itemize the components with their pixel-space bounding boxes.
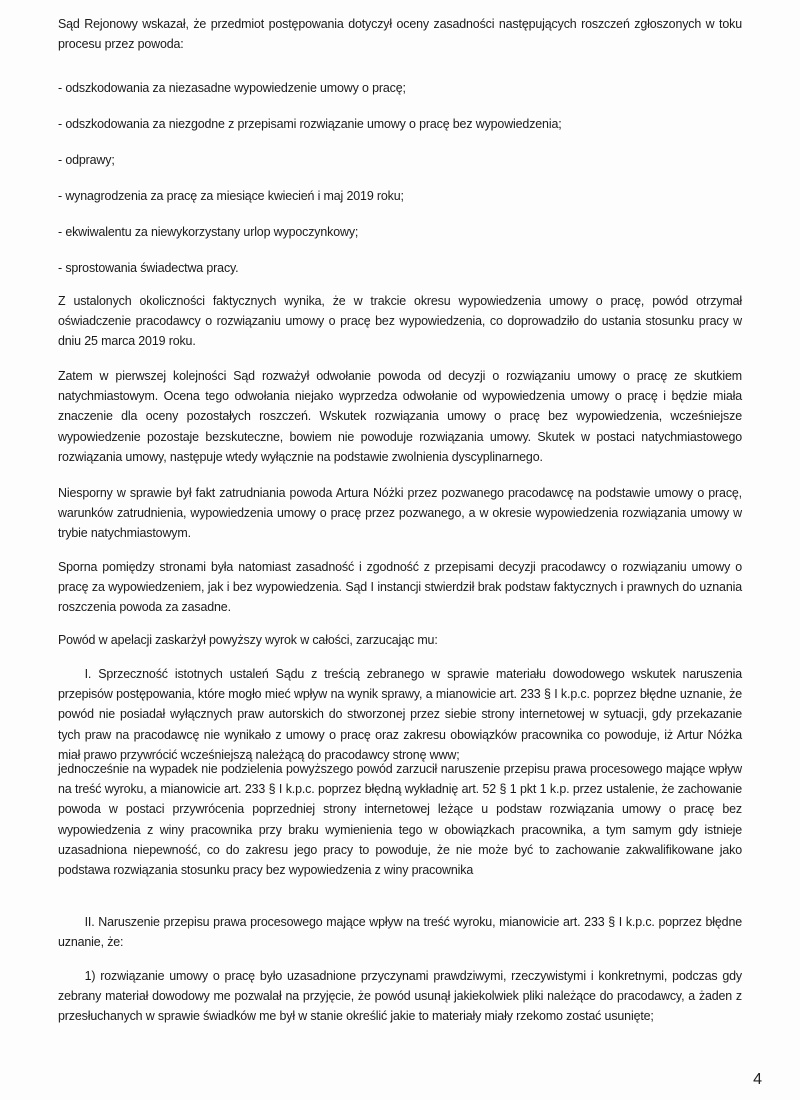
list-item-claim: - wynagrodzenia za pracę za miesiące kwiecień i maj 2019 roku;: [58, 188, 404, 203]
paragraph-charge-2: II. Naruszenie przepisu prawa procesowego mające wpływ na treść wyroku, mianowicie art. 233 § I k.p.c. poprzez błędne uznanie, że:: [58, 914, 743, 950]
paragraph-alternative-charge: jednocześnie na wypadek nie podzielenia powyższego powód zarzucił naruszenie przepisu prawa procesowego mające wpływ na treść wyroku, a mianowicie art. 233 § I k.p.c. poprzez błędną wykładnię art. 52 § 1 pkt 1 k.p. przez ustalenie, że zachowanie powoda w postaci przywrócenia poprzedniej strony internetowej leżące u podstaw rozwiązania umowy o pracę bez wypowiedzenia z winy pracownika przy braku wymienienia tego w obowiązkach pracownika, a tym samym gdy istnieje uzasadniona niepewność, co do zakresu jego pracy to powoduje, że nie może być to zachowanie zakwalifikowane jako podstawa rozwiązania stosunku pracy bez wypowiedzenia z winy pracownika: [58, 761, 742, 878]
paragraph-appeal-intro: Powód w apelacji zaskarżył powyższy wyrok w całości, zarzucając mu:: [58, 632, 438, 647]
paragraph-facts: Z ustalonych okoliczności faktycznych wynika, że w trakcie okresu wypowiedzenia umowy o pracę, powód otrzymał oświadczenie pracodawcy o rozwiązaniu umowy o pracę bez wypowiedzenia, co doprowadziło do ustania stosunku pracy w dniu 25 marca 2019 roku.: [58, 293, 742, 349]
list-item-claim: - odszkodowania za niezasadne wypowiedzenie umowy o pracę;: [58, 80, 406, 95]
paragraph-intro: Sąd Rejonowy wskazał, że przedmiot postępowania dotyczył oceny zasadności następujących roszczeń zgłoszonych w toku procesu przez powoda:: [58, 16, 742, 52]
list-item-claim: - ekwiwalentu za niewykorzystany urlop wypoczynkowy;: [58, 224, 359, 239]
page-number: 4: [753, 1071, 762, 1088]
paragraph-undisputed: Niesporny w sprawie był fakt zatrudniania powoda Artura Nóżki przez pozwanego pracodawcę na podstawie umowy o pracę, warunków zatrudnienia, wypowiedzenia umowy o pracę przez pozwanego, a w okresie wypowiedzenia rozwiązania umowy w trybie natychmiastowym.: [58, 485, 742, 541]
paragraph-point-1: 1) rozwiązanie umowy o pracę było uzasadnione przyczynami prawdziwymi, rzeczywistymi i konkretnymi, podczas gdy zebrany materiał dowodowy me pozwalał na przyjęcie, że powód usunął jakiekolwiek pliki należące do pracodawcy, a żaden z przesłuchanych w sprawie świadków me był w stanie określić jakie to materiały miały rzekomo zostać usunięte;: [58, 968, 743, 1024]
list-item-claim: - odprawy;: [58, 152, 115, 167]
list-item-claim: - sprostowania świadectwa pracy.: [58, 260, 239, 275]
paragraph-disputed: Sporna pomiędzy stronami była natomiast zasadność i zgodność z przepisami decyzji pracodawcy o rozwiązaniu umowy o pracę za wypowiedzeniem, jak i bez wypowiedzenia. Sąd I instancji stwierdził brak podstaw faktycznych i prawnych do uznania roszczenia powoda za zasadne.: [58, 559, 742, 615]
paragraph-charge-1: I. Sprzeczność istotnych ustaleń Sądu z treścią zebranego w sprawie materiału dowodowego wskutek naruszenia przepisów postępowania, które mogło mieć wpływ na wynik sprawy, a mianowicie art. 233 § I k.p.c. poprzez błędne uznanie, że powód nie posiadał wyłącznych praw autorskich do stworzonej przez siebie strony internetowej w sytuacji, gdy przekazanie tych praw na pracodawcę nie wynikało z umowy o pracę oraz zakresu obowiązków pracownika co powoduje, iż Artur Nóżka miał prawo przywrócić wcześniejszą należącą do pracodawcy stronę www;: [58, 666, 743, 762]
list-item-claim: - odszkodowania za niezgodne z przepisami rozwiązanie umowy o pracę bez wypowiedzenia;: [58, 116, 562, 131]
paragraph-analysis: Zatem w pierwszej kolejności Sąd rozważył odwołanie powoda od decyzji o rozwiązaniu umowy o pracę ze skutkiem natychmiastowym. Ocena tego odwołania niejako wyprzedza odwołanie od wypowiedzenia umowy o pracę i będzie miała znaczenie dla oceny pozostałych roszczeń. Wskutek rozwiązania umowy o pracę bez wypowiedzenia, wcześniejsze wypowiedzenie pozostaje bezskuteczne, bowiem nie powoduje rozwiązania umowy. Skutek w postaci natychmiastowego rozwiązania umowy, następuje wtedy wyłącznie na podstawie zwolnienia dyscyplinarnego.: [58, 368, 742, 464]
